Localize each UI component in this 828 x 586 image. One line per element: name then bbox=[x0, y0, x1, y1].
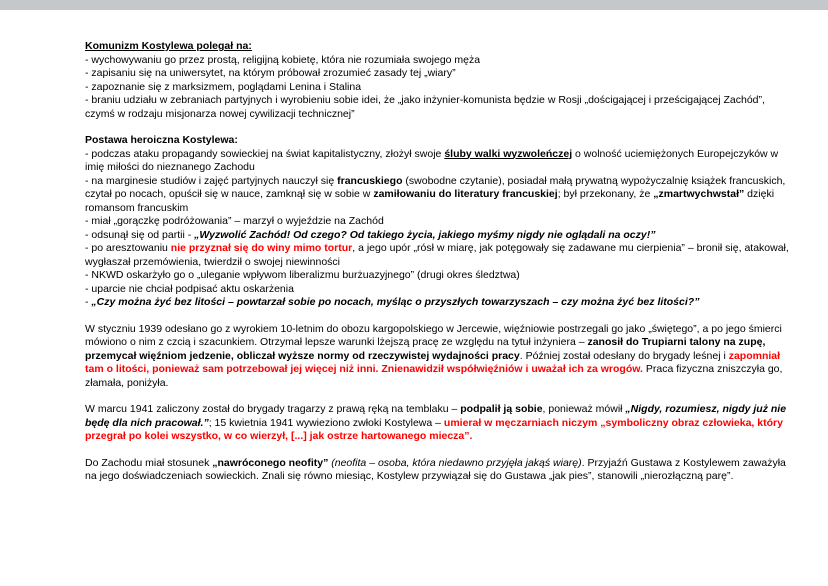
text-run: , ponieważ mówił bbox=[542, 403, 626, 415]
text-run: zapomniał tam o litości, ponieważ sam potrzebował jej więcej niż inni. Znienawidził współwięźniów i uważał ich za wrogów. bbox=[85, 349, 781, 375]
text-run: francuskiego bbox=[337, 174, 403, 187]
text-run: „nawróconego neofity” bbox=[212, 456, 329, 469]
text-run: , a jego upór „rósł w miarę, jak potęgowały się zadawane mu cierpienia” – bronił się, atakował, wygłaszał przemówienia, twierdził o swojej niewinności bbox=[85, 242, 789, 268]
text-run: W marcu 1941 zaliczony został do brygady tragarzy z prawą ręką na temblaku – bbox=[85, 403, 461, 415]
text-run: . Później został odesłany do brygady leśnej i bbox=[519, 349, 729, 362]
text-run: - wychowywaniu go przez prostą, religijną kobietę, która nie rozumiała swojego męża bbox=[85, 53, 481, 66]
document-content bbox=[85, 40, 790, 484]
paragraph bbox=[85, 283, 790, 297]
paragraph bbox=[85, 269, 790, 283]
text-run: śluby walki wyzwoleńczej bbox=[444, 147, 573, 160]
paragraph bbox=[85, 242, 790, 269]
paragraph bbox=[85, 81, 790, 95]
text-run: Do Zachodu miał stosunek bbox=[85, 456, 213, 469]
paragraph bbox=[85, 296, 790, 310]
text-run: nie przyznał się do winy mimo tortur bbox=[170, 242, 353, 254]
text-run: zanosił do Trupiarni talony na zupę, przemycał więźniom jedzenie, obliczał wyższe normy od rzeczywistej wydajności pracy bbox=[85, 336, 766, 362]
text-run: - zapoznanie się z marksizmem, poglądami Lenina i Stalina bbox=[85, 80, 362, 93]
text-run: (swobodne czytanie), posiadał małą prywatną wypożyczalnię książek francuskich, czytał po nocach, opuścił się w nauce, zamknął się w sobie w bbox=[85, 174, 786, 200]
paragraph bbox=[85, 229, 790, 243]
text-run: „Wyzwolić Zachód! Od czego? Od takiego życia, jakiego myśmy nigdy nie oglądali na oczy!” bbox=[194, 228, 656, 241]
text-run: - braniu udziału w zebraniach partyjnych i wyrobieniu sobie idei, że „jako inżynier-komunista będzie w Rosji „dościgającej i prześcigającej Zachód”, czymś w rodzaju misjonarza nowej cywilizacji technicznej” bbox=[85, 94, 765, 120]
text-run: - NKWD oskarżyło go o „uleganie wpływom liberalizmu burżuazyjnego” (drugi okres śledztwa) bbox=[85, 269, 520, 281]
paragraph bbox=[85, 403, 790, 444]
paragraph bbox=[85, 54, 790, 68]
text-run: - na marginesie studiów i zajęć partyjnych nauczył się bbox=[85, 174, 338, 187]
text-run: Praca fizyczna zniszczyła go, złamała, poniżyła. bbox=[85, 363, 783, 389]
paragraph bbox=[85, 457, 790, 484]
text-run: Komunizm Kostylewa polegał na: bbox=[85, 40, 252, 52]
document-section bbox=[85, 403, 790, 444]
document-section bbox=[85, 40, 790, 121]
document-page bbox=[0, 10, 828, 484]
document-section bbox=[85, 323, 790, 391]
text-run: - zapisaniu się na uniwersytet, na którym próbował zrozumieć zasady tej „wiary” bbox=[85, 67, 456, 79]
text-run: o wolność uciemiężonych Europejczyków w imię miłości do nieznanego Zachodu bbox=[85, 147, 779, 173]
paragraph bbox=[85, 94, 790, 121]
text-run: - odsunął się od partii - bbox=[85, 228, 195, 241]
text-run: „Czy można żyć bez litości – powtarzał sobie po nocach, myśląc o przyszłych towarzyszach – czy można żyć bez litości?” bbox=[91, 296, 700, 308]
text-run: ; 15 kwietnia 1941 wywieziono zwłoki Kostylewa – bbox=[208, 416, 444, 429]
page-top-edge bbox=[0, 0, 828, 10]
text-run: - bbox=[85, 296, 92, 308]
text-run: (neofita – osoba, która niedawno przyjęła jakąś wiarę) bbox=[331, 456, 582, 469]
text-run: dzięki romansom francuskim bbox=[85, 188, 775, 214]
text-run: umierał w męczarniach niczym „symboliczny obraz człowieka, który przegrał po kolei wszystko, w co wierzył, [...] jak ostrze hartowanego miecza”. bbox=[85, 416, 783, 442]
paragraph bbox=[85, 134, 790, 148]
paragraph bbox=[85, 215, 790, 229]
text-run: ; był przekonany, że bbox=[557, 188, 654, 200]
text-run: - uparcie nie chciał podpisać aktu oskarżenia bbox=[85, 282, 294, 295]
text-run: podpalił ją sobie bbox=[460, 403, 543, 415]
text-run: - podczas ataku propagandy sowieckiej na świat kapitalistyczny, złożył swoje bbox=[85, 147, 445, 160]
text-run: „zmartwychwstał” bbox=[653, 188, 745, 200]
paragraph bbox=[85, 323, 790, 391]
text-run: W styczniu 1939 odesłano go z wyrokiem 10-letnim do obozu kargopolskiego w Jercewie, więźniowie postrzegali go jako „świętego”, a po jego śmierci mówiono o nim z czcią i szacunkiem. Otrzymał lepsze warunki lżejszą pracę ze względu na tytuł inżyniera – bbox=[85, 322, 782, 348]
paragraph bbox=[85, 67, 790, 81]
text-run: - miał „gorączkę podróżowania” – marzył o wyjeździe na Zachód bbox=[85, 215, 384, 227]
paragraph bbox=[85, 175, 790, 216]
text-run: „Nigdy, rozumiesz, nigdy już nie będę dla nich pracował.” bbox=[85, 403, 787, 429]
text-run: - po aresztowaniu bbox=[85, 242, 171, 254]
text-run: . Przyjaźń Gustawa z Kostylewem zaważyła na jego doświadczeniach sowieckich. Znali się równo miesiąc, Kostylew przywiązał się do Gustawa „jak pies”, stanowili „nierozłączną parę”. bbox=[85, 456, 786, 482]
text-run: zamiłowaniu do literatury francuskiej bbox=[373, 188, 558, 200]
paragraph bbox=[85, 148, 790, 175]
paragraph bbox=[85, 40, 790, 54]
document-section bbox=[85, 457, 790, 484]
text-run: Postawa heroiczna Kostylewa: bbox=[85, 134, 238, 146]
document-section bbox=[85, 134, 790, 310]
